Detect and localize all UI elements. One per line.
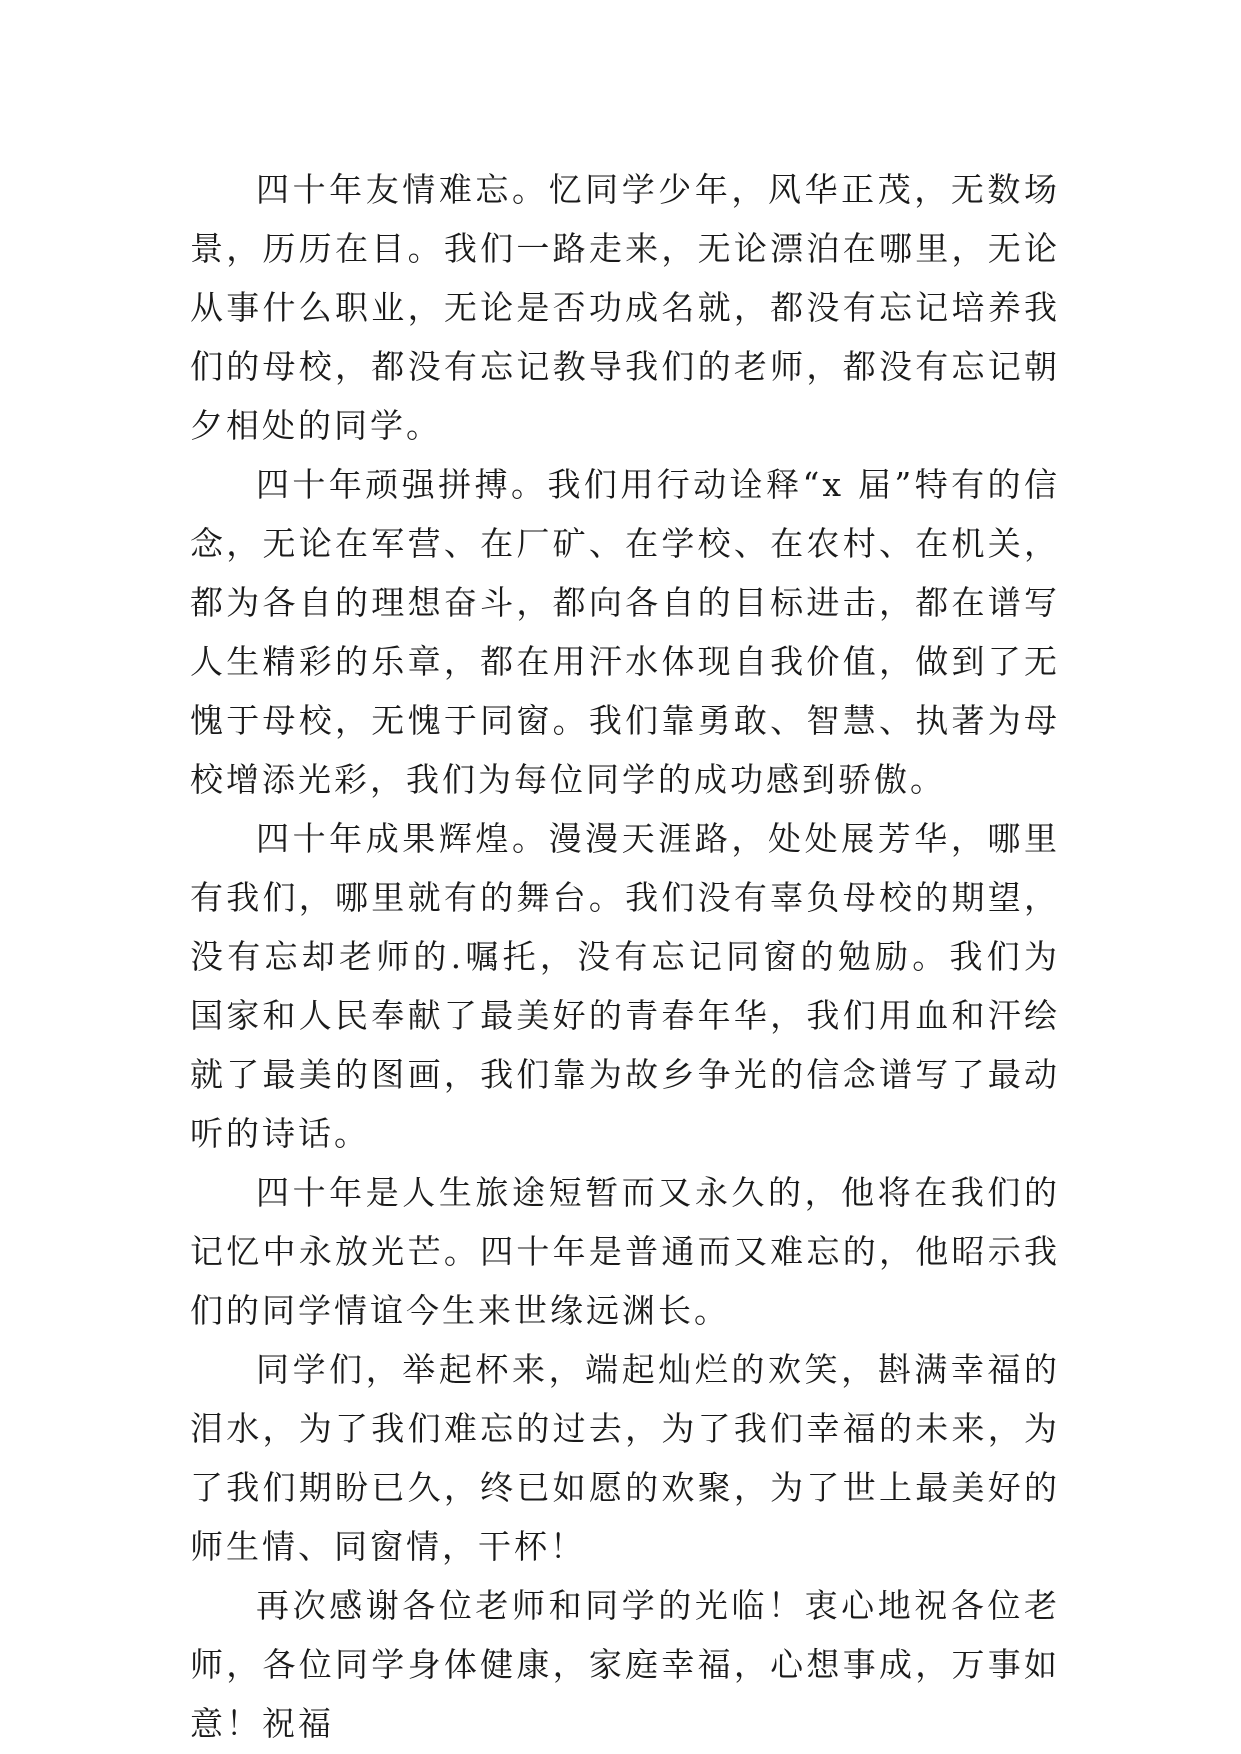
paragraph-6: 再次感谢各位老师和同学的光临！衷心地祝各位老师，各位同学身体健康，家庭幸福，心想事成，万事如意！祝福 <box>190 1586 1060 1743</box>
paragraph-2: 四十年顽强拼搏。我们用行动诠释“x 届”特有的信念，无论在军营、在厂矿、在学校、在农村、在机关，都为各自的理想奋斗，都向各自的目标进击，都在谱写人生精彩的乐章，都在用汗水体现自我价值，做到了无愧于母校，无愧于同窗。我们靠勇敢、智慧、执著为母校增添光彩，我们为每位同学的成功感到骄傲。 <box>190 465 1060 799</box>
document-body <box>190 160 1060 1753</box>
paragraph-1: 四十年友情难忘。忆同学少年，风华正茂，无数场景，历历在目。我们一路走来，无论漂泊在哪里，无论从事什么职业，无论是否功成名就，都没有忘记培养我们的母校，都没有忘记教导我们的老师，都没有忘记朝夕相处的同学。 <box>190 170 1060 445</box>
paragraph-3: 四十年成果辉煌。漫漫天涯路，处处展芳华，哪里有我们，哪里就有的舞台。我们没有辜负母校的期望，没有忘却老师的.嘱托，没有忘记同窗的勉励。我们为国家和人民奉献了最美好的青春年华，我们用血和汗绘就了最美的图画，我们靠为故乡争光的信念谱写了最动听的诗话。 <box>190 819 1060 1153</box>
paragraph-5: 同学们，举起杯来，端起灿烂的欢笑，斟满幸福的泪水，为了我们难忘的过去，为了我们幸福的未来，为了我们期盼已久，终已如愿的欢聚，为了世上最美好的师生情、同窗情，干杯！ <box>190 1350 1060 1566</box>
paragraph-4: 四十年是人生旅途短暂而又永久的，他将在我们的记忆中永放光芒。四十年是普通而又难忘的，他昭示我们的同学情谊今生来世缘远渊长。 <box>190 1173 1060 1330</box>
